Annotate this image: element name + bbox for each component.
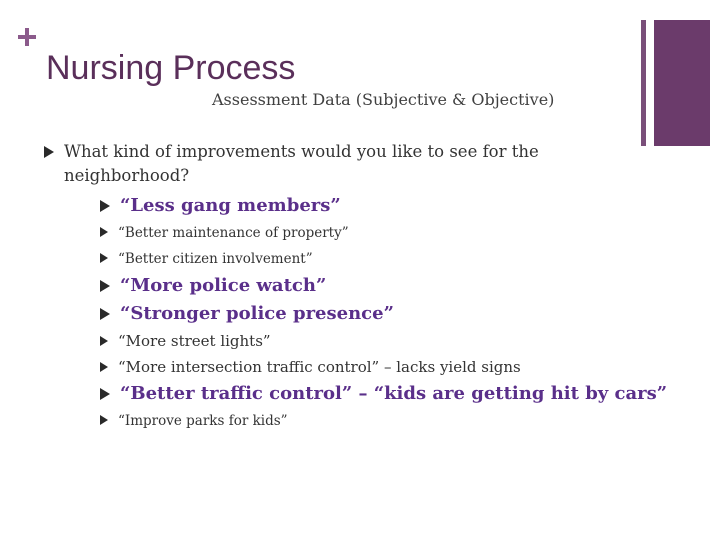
bullet-icon	[100, 280, 110, 292]
list-item: “Better citizen involvement”	[100, 246, 700, 272]
bullet-icon	[100, 227, 108, 237]
bullet-icon	[100, 200, 110, 212]
accent-bar-thin	[641, 20, 646, 146]
list-item: “More police watch”	[100, 272, 700, 300]
slide-title: Nursing Process	[46, 49, 296, 87]
list-item: “Less gang members”	[100, 192, 700, 220]
slide-subtitle: Assessment Data (Subjective & Objective)	[212, 90, 555, 109]
plus-icon	[16, 26, 38, 48]
bullet-icon	[100, 253, 108, 263]
list-item: “Stronger police presence”	[100, 300, 700, 328]
bullet-icon	[100, 308, 110, 320]
accent-bar-thick	[654, 20, 710, 146]
bullet-icon	[100, 388, 110, 400]
list-item: “Better maintenance of property”	[100, 220, 700, 246]
bullet-icon	[100, 415, 108, 425]
list-item: “Better traffic control” – “kids are getting hit by cars”	[100, 380, 700, 408]
list-item: “Improve parks for kids”	[100, 408, 700, 434]
question-text-line2: neighborhood?	[64, 166, 190, 185]
question-bullet	[44, 140, 604, 188]
bullet-icon	[100, 336, 108, 346]
response-list	[100, 192, 700, 434]
list-item: “More street lights”	[100, 328, 700, 354]
bullet-icon	[100, 362, 108, 372]
bullet-icon	[44, 146, 54, 158]
list-item: “More intersection traffic control” – lacks yield signs	[100, 354, 700, 380]
question-text-line1: What kind of improvements would you like to see for the	[64, 142, 539, 161]
